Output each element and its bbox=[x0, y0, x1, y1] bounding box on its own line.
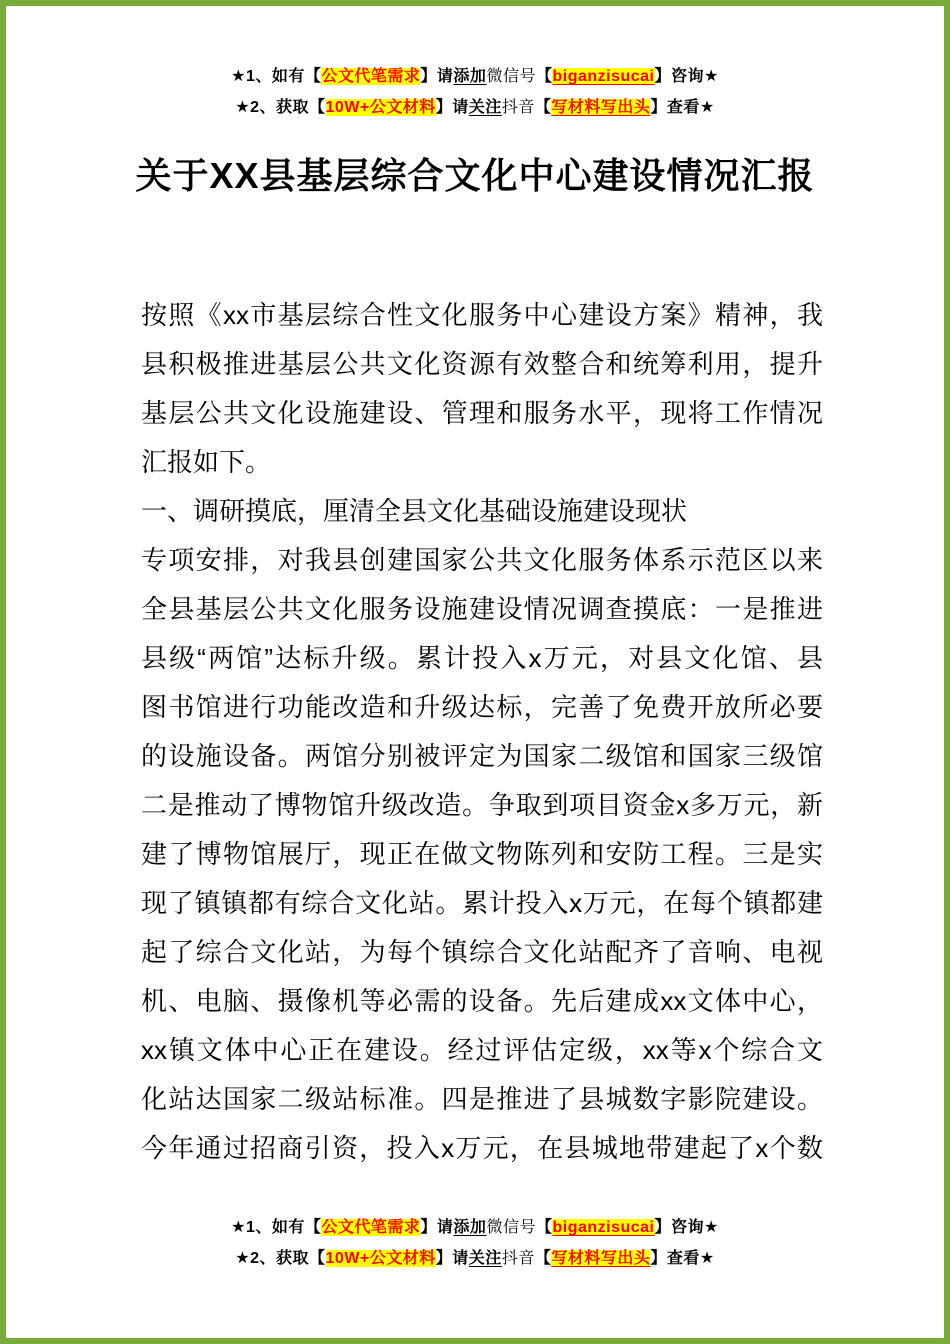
banner-segment: 公文代笔需求 bbox=[321, 1219, 421, 1236]
body-line: 机、电脑、摄像机等必需的设备。先后建成xx文体中心， bbox=[141, 986, 823, 1016]
banner-segment: 】请 bbox=[420, 1219, 454, 1236]
body-line: 建了博物馆展厅，现正在做文物陈列和安防工程。三是实 bbox=[141, 839, 823, 869]
banner-segment: 】请 bbox=[435, 1250, 469, 1267]
banner-segment: 】查看★ bbox=[650, 99, 715, 116]
body-line: 今年通过招商引资，投入x万元，在县城地带建起了x个数 bbox=[141, 1133, 823, 1163]
body-line: 的设施设备。两馆分别被评定为国家二级馆和国家三级馆 bbox=[141, 741, 823, 771]
header-banner bbox=[6, 61, 944, 123]
footer-banner-line-1 bbox=[6, 1212, 944, 1243]
body-line: 全县基层公共文化服务设施建设情况调查摸底：一是推进 bbox=[141, 594, 823, 624]
footer-banner-line-2 bbox=[6, 1243, 944, 1274]
header-banner-line-1 bbox=[6, 61, 944, 92]
banner-segment: ★2、获取【 bbox=[235, 99, 326, 116]
banner-segment: 微信号 bbox=[486, 1219, 536, 1236]
banner-segment: 微信号 bbox=[486, 68, 536, 85]
banner-segment: 抖音 bbox=[501, 99, 535, 116]
banner-segment: 【 bbox=[534, 1250, 552, 1267]
body-line: 县级“两馆”达标升级。累计投入x万元，对县文化馆、县 bbox=[141, 643, 823, 673]
body-line: 起了综合文化站，为每个镇综合文化站配齐了音响、电视 bbox=[141, 937, 823, 967]
banner-segment: 10W+公文材料 bbox=[325, 99, 436, 116]
banner-segment: 】查看★ bbox=[650, 1250, 715, 1267]
body-line: 化站达国家二级站标准。四是推进了县城数字影院建设。 bbox=[141, 1084, 823, 1114]
body-line: 一、调研摸底，厘清全县文化基础设施建设现状 bbox=[141, 496, 688, 526]
banner-segment: 添加 bbox=[453, 68, 487, 85]
footer-banner bbox=[6, 1212, 944, 1274]
banner-segment: 【 bbox=[535, 68, 553, 85]
banner-segment: biganzisucai bbox=[552, 68, 655, 85]
banner-segment: ★2、获取【 bbox=[235, 1250, 326, 1267]
body-line: 县积极推进基层公共文化资源有效整合和统筹利用，提升 bbox=[141, 349, 823, 379]
banner-segment: 10W+公文材料 bbox=[325, 1250, 436, 1267]
banner-segment: 【 bbox=[535, 1219, 553, 1236]
banner-segment: biganzisucai bbox=[552, 1219, 655, 1236]
body-line: xx镇文体中心正在建设。经过评估定级，xx等x个综合文 bbox=[141, 1035, 823, 1065]
header-banner-line-2 bbox=[6, 92, 944, 123]
banner-segment: 【 bbox=[534, 99, 552, 116]
banner-segment: 公文代笔需求 bbox=[321, 68, 421, 85]
document-body bbox=[141, 291, 823, 1173]
banner-segment: 】咨询★ bbox=[654, 68, 719, 85]
body-line: 按照《xx市基层综合性文化服务中心建设方案》精神，我 bbox=[141, 300, 823, 330]
banner-segment: 添加 bbox=[453, 1219, 487, 1236]
body-line: 专项安排，对我县创建国家公共文化服务体系示范区以来 bbox=[141, 545, 823, 575]
banner-segment: 】请 bbox=[435, 99, 469, 116]
document-title: 关于XX县基层综合文化中心建设情况汇报 bbox=[135, 155, 815, 196]
banner-segment: ★1、如有【 bbox=[231, 68, 322, 85]
banner-segment: 】请 bbox=[420, 68, 454, 85]
banner-segment: 写材料写出头 bbox=[551, 99, 651, 116]
body-line: 二是推动了博物馆升级改造。争取到项目资金x多万元，新 bbox=[141, 790, 823, 820]
banner-segment: 抖音 bbox=[501, 1250, 535, 1267]
banner-segment: 关注 bbox=[468, 1250, 502, 1267]
body-line: 现了镇镇都有综合文化站。累计投入x万元，在每个镇都建 bbox=[141, 888, 823, 918]
banner-segment: ★1、如有【 bbox=[231, 1219, 322, 1236]
banner-segment: 关注 bbox=[468, 99, 502, 116]
body-line: 图书馆进行功能改造和升级达标，完善了免费开放所必要 bbox=[141, 692, 823, 722]
body-line: 基层公共文化设施建设、管理和服务水平，现将工作情况 bbox=[141, 398, 823, 428]
banner-segment: 】咨询★ bbox=[654, 1219, 719, 1236]
banner-segment: 写材料写出头 bbox=[551, 1250, 651, 1267]
body-line: 汇报如下。 bbox=[141, 447, 272, 477]
